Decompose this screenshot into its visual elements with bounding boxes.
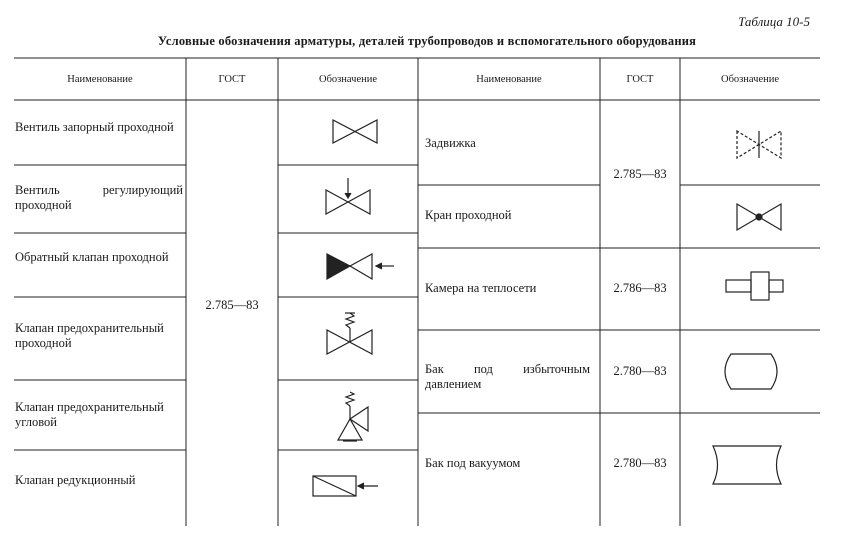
left-row-1-name: Вентиль запорный проходной: [15, 120, 174, 134]
right-row-1-name: Задвижка: [425, 136, 476, 150]
header-name-right: Наименование: [476, 74, 542, 85]
right-row-3-gost: 2.786—83: [613, 281, 667, 295]
right-row-4-name: Бак под избыточным давлением: [425, 362, 590, 391]
table-number: Таблица 10-5: [738, 14, 810, 29]
reducing-valve-symbol: [313, 476, 378, 496]
left-gost-merged: 2.785—83: [205, 298, 259, 312]
left-row-4-name: Клапан предохранительный проходной: [15, 321, 164, 350]
right-row-5-gost: 2.780—83: [613, 456, 667, 470]
left-row-3-name: Обратный клапан проходной: [15, 250, 169, 264]
chamber-symbol: [726, 272, 783, 300]
gate-valve-symbol: [737, 131, 781, 158]
right-gost-merged: 2.785—83: [613, 167, 667, 181]
right-row-2-name: Кран проходной: [425, 208, 512, 222]
left-row-2-name: Вентиль регулирующий проходной: [15, 183, 183, 212]
header-gost-left: ГОСТ: [218, 74, 246, 85]
check-valve-symbol: [327, 254, 394, 279]
right-row-4-gost: 2.780—83: [613, 364, 667, 378]
right-row-3-name: Камера на теплосети: [425, 281, 537, 295]
header-gost-right: ГОСТ: [626, 74, 654, 85]
vacuum-tank-symbol: [713, 446, 781, 484]
valve-regulating-symbol: [326, 178, 370, 214]
safety-valve-angle-symbol: [338, 392, 368, 441]
header-name-left: Наименование: [67, 74, 133, 85]
safety-valve-straight-symbol: [327, 313, 372, 354]
right-row-5-name: Бак под вакуумом: [425, 456, 521, 470]
pressure-tank-symbol: [725, 354, 777, 389]
header-symbol-left: Обозначение: [318, 74, 378, 85]
header-symbol-right: Обозначение: [720, 74, 780, 85]
cock-symbol: [737, 204, 781, 230]
table-title: Условные обозначения арматуры, деталей трубопроводов и вспомогательного оборудования: [157, 34, 697, 48]
left-row-6-name: Клапан редукционный: [15, 473, 136, 487]
left-row-5-name: Клапан предохранительный угловой: [15, 400, 164, 429]
valve-shutoff-symbol: [333, 120, 377, 143]
